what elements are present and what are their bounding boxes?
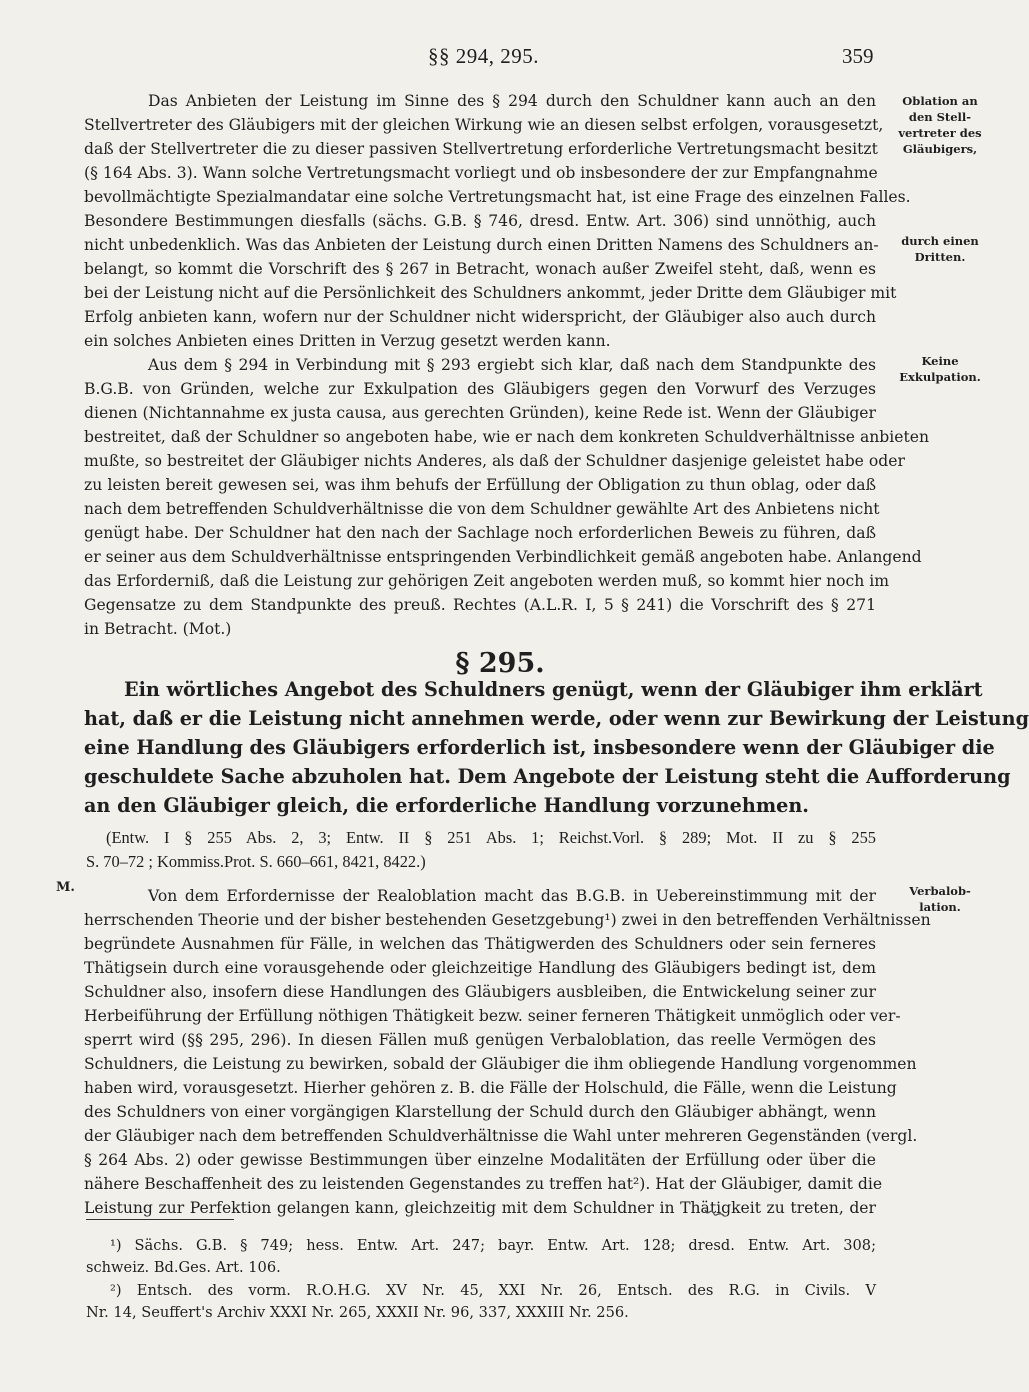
text-line: Von dem Erfordernisse der Realoblation macht das B.G.B. in Uebereinstimmung mit der	[148, 887, 876, 905]
text-line: Thätigsein durch eine vorausgehende oder gleichzeitige Handlung des Gläubigers bedingt ist, dem	[84, 959, 876, 977]
text-line: B.G.B. von Gründen, welche zur Exkulpation des Gläubigers gegen den Vorwurf des Verzuges	[84, 380, 876, 398]
text-line: der Gläubiger nach dem betreffenden Schuldverhältnisse die Wahl unter mehreren Gegenständen (vergl.	[84, 1127, 918, 1145]
text-line: haben wird, vorausgesetzt. Hierher gehören z. B. die Fälle der Holschuld, die Fälle, wenn die Leistung	[84, 1079, 897, 1097]
statute-line: geschuldete Sache abzuholen hat. Dem Angebote der Leistung steht die Aufforderung	[84, 765, 1011, 788]
text-line: bei der Leistung nicht auf die Persönlichkeit des Schuldners ankommt, jeder Dritte dem Gläubiger mit	[84, 284, 897, 302]
running-header-sections: §§ 294, 295.	[428, 44, 539, 68]
text-line: Schuldner also, insofern diese Handlungen des Gläubigers ausbleiben, die Entwickelung seiner zur	[84, 983, 876, 1001]
footnote-line: schweiz. Bd.Ges. Art. 106.	[86, 1259, 281, 1276]
margin-note-verbal-oblation: Verbalob- lation.	[909, 884, 971, 914]
text-line: Stellvertreter des Gläubigers mit der gleichen Wirkung wie an diesen selbst erfolgen, vorausgesetzt,	[84, 116, 884, 134]
text-line: begründete Ausnahmen für Fälle, in welchen das Thätigwerden des Schuldners oder sein ferneres	[84, 935, 876, 953]
footnote-line: ¹) Sächs. G.B. § 749; hess. Entw. Art. 247; bayr. Entw. Art. 128; dresd. Entw. Art. 308;	[110, 1237, 876, 1254]
text-line: Gegensatze zu dem Standpunkte des preuß. Rechtes (A.L.R. I, 5 § 241) die Vorschrift des § 271	[84, 596, 876, 614]
text-line: nicht unbedenklich. Was das Anbieten der Leistung durch einen Dritten Namens des Schuldners an-	[84, 236, 879, 254]
statute-line: Ein wörtliches Angebot des Schuldners genügt, wenn der Gläubiger ihm erklärt	[124, 678, 983, 701]
text-line: des Schuldners von einer vorgängigen Klarstellung der Schuld durch den Gläubiger abhängt, wenn	[84, 1103, 876, 1121]
margin-mark: M.	[56, 880, 75, 895]
text-line: ein solches Anbieten eines Dritten in Verzug gesetzt werden kann.	[84, 332, 611, 350]
text-line: Aus dem § 294 in Verbindung mit § 293 ergiebt sich klar, daß nach dem Standpunkte des	[148, 356, 876, 374]
text-line: mußte, so bestreitet der Gläubiger nichts Anderes, als daß der Schuldner dasjenige geleistet habe oder	[84, 452, 905, 470]
text-line: das Erforderniß, daß die Leistung zur gehörigen Zeit angeboten werden muß, so kommt hier noch im	[84, 572, 890, 590]
text-line: zu leisten bereit gewesen sei, was ihm behufs der Erfüllung der Obligation zu thun oblag, oder daß	[84, 476, 876, 494]
footnote-rule	[86, 1219, 234, 1220]
margin-note-oblation: Oblation an den Stell- vertreter des Gläubigers,	[898, 94, 982, 156]
reference-line: (Entw. I § 255 Abs. 2, 3; Entw. II § 251 Abs. 1; Reichst.Vorl. § 289; Mot. II zu § 255	[106, 828, 876, 847]
text-line: Herbeiführung der Erfüllung nöthigen Thätigkeit bezw. seiner ferneren Thätigkeit unmöglich oder ver-	[84, 1007, 901, 1025]
text-line: Besondere Bestimmungen diesfalls (sächs. G.B. § 746, dresd. Entw. Art. 306) sind unnöthig, auch	[84, 212, 876, 230]
footnote-line: Nr. 14, Seuffert's Archiv XXXI Nr. 265, XXXII Nr. 96, 337, XXXIII Nr. 256.	[86, 1304, 629, 1321]
text-line: Schuldners, die Leistung zu bewirken, sobald der Gläubiger die ihm obliegende Handlung vorgenommen	[84, 1055, 917, 1073]
pencil-mark	[704, 1206, 726, 1220]
footnote-line: ²) Entsch. des vorm. R.O.H.G. XV Nr. 45, XXI Nr. 26, Entsch. des R.G. in Civils. V	[110, 1282, 876, 1299]
text-line: Das Anbieten der Leistung im Sinne des § 294 durch den Schuldner kann auch an den	[148, 92, 876, 110]
text-line: bestreitet, daß der Schuldner so angeboten habe, wie er nach dem konkreten Schuldverhältnisse anbieten	[84, 428, 930, 446]
statute-line: eine Handlung des Gläubigers erforderlich ist, insbesondere wenn der Gläubiger die	[84, 736, 995, 759]
reference-line: S. 70–72 ; Kommiss.Prot. S. 660–661, 8421, 8422.)	[86, 852, 426, 871]
text-line: Erfolg anbieten kann, wofern nur der Schuldner nicht widerspricht, der Gläubiger also auch durch	[84, 308, 876, 326]
page-number: 359	[842, 44, 874, 68]
text-line: belangt, so kommt die Vorschrift des § 267 in Betracht, wonach außer Zweifel steht, daß, wenn es	[84, 260, 876, 278]
text-line: daß der Stellvertreter die zu dieser passiven Stellvertretung erforderliche Vertretungsmacht besitzt	[84, 140, 878, 158]
text-line: er seiner aus dem Schuldverhältnisse entspringenden Verbindlichkeit gemäß angeboten habe. Anlangend	[84, 548, 922, 566]
margin-note-exculpation: Keine Exkulpation.	[899, 354, 981, 384]
text-line: Leistung zur Perfektion gelangen kann, gleichzeitig mit dem Schuldner in Thätigkeit zu treten, der	[84, 1199, 876, 1217]
text-line: sperrt wird (§§ 295, 296). In diesen Fällen muß genügen Verbaloblation, das reelle Vermögen des	[84, 1031, 876, 1049]
text-line: bevollmächtigte Spezialmandatar eine solche Vertretungsmacht hat, ist eine Frage des einzelnen Falles.	[84, 188, 911, 206]
text-line: (§ 164 Abs. 3). Wann solche Vertretungsmacht vorliegt und ob insbesondere der zur Empfangnahme	[84, 164, 878, 182]
text-line: dienen (Nichtannahme ex justa causa, aus gerechten Gründen), keine Rede ist. Wenn der Gläubiger	[84, 404, 876, 422]
text-line: § 264 Abs. 2) oder gewisse Bestimmungen über einzelne Modalitäten der Erfüllung oder über die	[84, 1151, 876, 1169]
text-line: in Betracht. (Mot.)	[84, 620, 232, 638]
text-line: herrschenden Theorie und der bisher bestehenden Gesetzgebung¹) zwei in den betreffenden Verhältnissen	[84, 911, 931, 929]
text-line: nach dem betreffenden Schuldverhältnisse die von dem Schuldner gewählte Art des Anbietens nicht	[84, 500, 880, 518]
text-line: genügt habe. Der Schuldner hat den nach der Sachlage noch erforderlichen Beweis zu führen, daß	[84, 524, 876, 542]
statute-line: hat, daß er die Leistung nicht annehmen werde, oder wenn zur Bewirkung der Leistung	[84, 707, 1029, 730]
margin-note-third-party: durch einen Dritten.	[901, 234, 979, 264]
statute-line: an den Gläubiger gleich, die erforderliche Handlung vorzunehmen.	[84, 794, 809, 817]
section-heading: § 295.	[455, 648, 545, 679]
text-line: nähere Beschaffenheit des zu leistenden Gegenstandes zu treffen hat²). Hat der Gläubiger, damit die	[84, 1175, 883, 1193]
